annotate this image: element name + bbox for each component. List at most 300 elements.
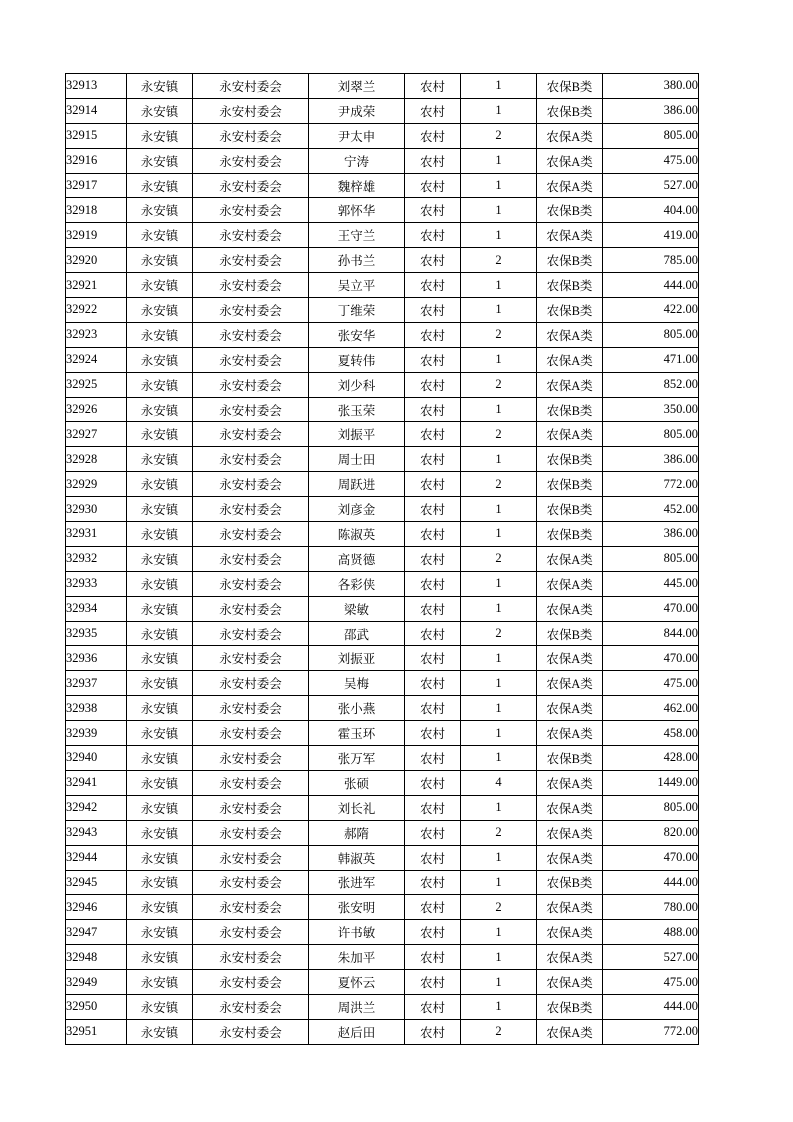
cell-type: 农村 [405,148,461,173]
cell-amount: 452.00 [603,497,699,522]
cell-committee: 永安村委会 [193,920,309,945]
cell-town: 永安镇 [127,298,193,323]
cell-amount: 458.00 [603,721,699,746]
cell-id: 32939 [66,721,127,746]
cell-town: 永安镇 [127,571,193,596]
cell-committee: 永安村委会 [193,845,309,870]
cell-name: 周洪兰 [309,994,405,1019]
table-row [66,1019,699,1044]
cell-town: 永安镇 [127,173,193,198]
cell-name: 许书敏 [309,920,405,945]
table-body [66,74,699,1045]
table-row [66,546,699,571]
cell-type: 农村 [405,248,461,273]
cell-amount: 805.00 [603,795,699,820]
cell-type: 农村 [405,74,461,99]
table-row [66,298,699,323]
cell-count: 2 [461,546,537,571]
cell-name: 周士田 [309,447,405,472]
cell-id: 32945 [66,870,127,895]
cell-count: 1 [461,298,537,323]
cell-count: 1 [461,397,537,422]
cell-town: 永安镇 [127,223,193,248]
cell-name: 霍玉环 [309,721,405,746]
cell-name: 郭怀华 [309,198,405,223]
cell-name: 郝隋 [309,820,405,845]
cell-name: 张小燕 [309,696,405,721]
cell-town: 永安镇 [127,322,193,347]
cell-type: 农村 [405,994,461,1019]
cell-category: 农保B类 [537,522,603,547]
table-row [66,795,699,820]
cell-town: 永安镇 [127,795,193,820]
cell-id: 32942 [66,795,127,820]
cell-type: 农村 [405,795,461,820]
table-row [66,820,699,845]
table-row [66,497,699,522]
cell-name: 张玉荣 [309,397,405,422]
cell-count: 1 [461,273,537,298]
cell-count: 1 [461,596,537,621]
cell-name: 韩淑英 [309,845,405,870]
cell-id: 32914 [66,98,127,123]
cell-name: 吴立平 [309,273,405,298]
cell-committee: 永安村委会 [193,198,309,223]
cell-amount: 844.00 [603,621,699,646]
cell-amount: 470.00 [603,646,699,671]
cell-count: 1 [461,671,537,696]
cell-type: 农村 [405,945,461,970]
table-row [66,845,699,870]
cell-name: 刘长礼 [309,795,405,820]
cell-amount: 386.00 [603,522,699,547]
cell-category: 农保A类 [537,845,603,870]
cell-type: 农村 [405,223,461,248]
cell-category: 农保A类 [537,422,603,447]
table-row [66,671,699,696]
cell-category: 农保B类 [537,198,603,223]
cell-committee: 永安村委会 [193,397,309,422]
cell-type: 农村 [405,845,461,870]
cell-name: 吴梅 [309,671,405,696]
cell-type: 农村 [405,770,461,795]
cell-amount: 445.00 [603,571,699,596]
cell-category: 农保A类 [537,820,603,845]
cell-count: 1 [461,721,537,746]
cell-committee: 永安村委会 [193,870,309,895]
cell-id: 32940 [66,746,127,771]
cell-id: 32934 [66,596,127,621]
cell-category: 农保A类 [537,970,603,995]
cell-committee: 永安村委会 [193,123,309,148]
cell-town: 永安镇 [127,820,193,845]
cell-type: 农村 [405,671,461,696]
cell-type: 农村 [405,123,461,148]
cell-id: 32913 [66,74,127,99]
cell-id: 32930 [66,497,127,522]
cell-count: 4 [461,770,537,795]
cell-type: 农村 [405,422,461,447]
cell-count: 1 [461,347,537,372]
cell-committee: 永安村委会 [193,347,309,372]
cell-town: 永安镇 [127,273,193,298]
cell-committee: 永安村委会 [193,770,309,795]
cell-type: 农村 [405,273,461,298]
cell-committee: 永安村委会 [193,372,309,397]
cell-name: 宁涛 [309,148,405,173]
cell-id: 32916 [66,148,127,173]
cell-count: 1 [461,920,537,945]
cell-count: 2 [461,472,537,497]
cell-amount: 462.00 [603,696,699,721]
cell-count: 1 [461,447,537,472]
cell-id: 32944 [66,845,127,870]
cell-amount: 852.00 [603,372,699,397]
table-row [66,173,699,198]
table-row [66,347,699,372]
table-row [66,646,699,671]
cell-name: 张进军 [309,870,405,895]
cell-category: 农保A类 [537,596,603,621]
cell-id: 32917 [66,173,127,198]
cell-town: 永安镇 [127,148,193,173]
table-row [66,422,699,447]
cell-committee: 永安村委会 [193,298,309,323]
cell-id: 32933 [66,571,127,596]
cell-count: 2 [461,820,537,845]
cell-count: 1 [461,223,537,248]
cell-id: 32920 [66,248,127,273]
table-row [66,571,699,596]
table-row [66,945,699,970]
cell-id: 32927 [66,422,127,447]
table-row [66,596,699,621]
cell-count: 1 [461,571,537,596]
cell-town: 永安镇 [127,522,193,547]
cell-type: 农村 [405,696,461,721]
cell-type: 农村 [405,397,461,422]
cell-name: 朱加平 [309,945,405,970]
cell-town: 永安镇 [127,198,193,223]
cell-amount: 444.00 [603,870,699,895]
cell-category: 农保A类 [537,646,603,671]
cell-name: 邵武 [309,621,405,646]
cell-count: 1 [461,198,537,223]
cell-amount: 386.00 [603,98,699,123]
cell-count: 2 [461,372,537,397]
cell-committee: 永安村委会 [193,596,309,621]
table-row [66,372,699,397]
cell-town: 永安镇 [127,994,193,1019]
cell-category: 农保B类 [537,74,603,99]
cell-type: 农村 [405,447,461,472]
cell-count: 1 [461,845,537,870]
cell-count: 2 [461,422,537,447]
cell-name: 张万军 [309,746,405,771]
cell-category: 农保A类 [537,895,603,920]
cell-committee: 永安村委会 [193,721,309,746]
cell-category: 农保B类 [537,447,603,472]
cell-count: 2 [461,621,537,646]
cell-committee: 永安村委会 [193,472,309,497]
cell-count: 2 [461,1019,537,1044]
cell-category: 农保A类 [537,945,603,970]
cell-type: 农村 [405,895,461,920]
cell-committee: 永安村委会 [193,546,309,571]
cell-id: 32943 [66,820,127,845]
cell-town: 永安镇 [127,397,193,422]
table-row [66,273,699,298]
table-row [66,994,699,1019]
cell-category: 农保A类 [537,347,603,372]
cell-id: 32924 [66,347,127,372]
cell-committee: 永安村委会 [193,422,309,447]
cell-id: 32951 [66,1019,127,1044]
table-row [66,970,699,995]
cell-type: 农村 [405,546,461,571]
cell-id: 32936 [66,646,127,671]
cell-id: 32921 [66,273,127,298]
cell-committee: 永安村委会 [193,994,309,1019]
cell-category: 农保A类 [537,696,603,721]
cell-committee: 永安村委会 [193,945,309,970]
table-row [66,148,699,173]
cell-count: 2 [461,248,537,273]
cell-category: 农保A类 [537,721,603,746]
cell-category: 农保B类 [537,746,603,771]
cell-id: 32919 [66,223,127,248]
cell-name: 尹太申 [309,123,405,148]
cell-category: 农保A类 [537,770,603,795]
cell-category: 农保B类 [537,397,603,422]
cell-town: 永安镇 [127,347,193,372]
cell-town: 永安镇 [127,845,193,870]
cell-type: 农村 [405,173,461,198]
cell-committee: 永安村委会 [193,98,309,123]
cell-committee: 永安村委会 [193,74,309,99]
cell-town: 永安镇 [127,746,193,771]
cell-committee: 永安村委会 [193,148,309,173]
cell-committee: 永安村委会 [193,248,309,273]
cell-amount: 475.00 [603,148,699,173]
cell-count: 1 [461,795,537,820]
cell-id: 32935 [66,621,127,646]
cell-amount: 772.00 [603,472,699,497]
cell-category: 农保B类 [537,994,603,1019]
cell-committee: 永安村委会 [193,621,309,646]
cell-type: 农村 [405,920,461,945]
cell-committee: 永安村委会 [193,970,309,995]
cell-category: 农保A类 [537,920,603,945]
table-row [66,895,699,920]
cell-id: 32923 [66,322,127,347]
cell-id: 32949 [66,970,127,995]
cell-id: 32928 [66,447,127,472]
cell-type: 农村 [405,820,461,845]
cell-count: 1 [461,173,537,198]
cell-id: 32948 [66,945,127,970]
cell-id: 32937 [66,671,127,696]
cell-id: 32926 [66,397,127,422]
cell-town: 永安镇 [127,770,193,795]
table-row [66,472,699,497]
cell-committee: 永安村委会 [193,646,309,671]
cell-amount: 444.00 [603,994,699,1019]
cell-name: 陈淑英 [309,522,405,547]
cell-id: 32932 [66,546,127,571]
cell-amount: 805.00 [603,422,699,447]
benefit-roster-table [65,73,699,1045]
cell-type: 农村 [405,621,461,646]
cell-committee: 永安村委会 [193,522,309,547]
cell-name: 魏梓雄 [309,173,405,198]
cell-town: 永安镇 [127,596,193,621]
cell-type: 农村 [405,98,461,123]
cell-category: 农保A类 [537,671,603,696]
cell-committee: 永安村委会 [193,173,309,198]
cell-amount: 470.00 [603,596,699,621]
cell-committee: 永安村委会 [193,671,309,696]
cell-committee: 永安村委会 [193,696,309,721]
cell-category: 农保B类 [537,248,603,273]
cell-amount: 404.00 [603,198,699,223]
cell-id: 32929 [66,472,127,497]
cell-town: 永安镇 [127,945,193,970]
cell-id: 32925 [66,372,127,397]
cell-type: 农村 [405,198,461,223]
cell-name: 各彩侠 [309,571,405,596]
cell-town: 永安镇 [127,98,193,123]
cell-id: 32938 [66,696,127,721]
cell-id: 32918 [66,198,127,223]
cell-type: 农村 [405,596,461,621]
cell-name: 尹成荣 [309,98,405,123]
cell-committee: 永安村委会 [193,273,309,298]
cell-count: 1 [461,148,537,173]
cell-category: 农保B类 [537,621,603,646]
cell-name: 丁维荣 [309,298,405,323]
cell-amount: 527.00 [603,173,699,198]
table-row [66,746,699,771]
cell-amount: 471.00 [603,347,699,372]
table-row [66,621,699,646]
cell-amount: 488.00 [603,920,699,945]
cell-town: 永安镇 [127,895,193,920]
cell-count: 2 [461,322,537,347]
cell-amount: 422.00 [603,298,699,323]
cell-count: 1 [461,970,537,995]
cell-amount: 350.00 [603,397,699,422]
cell-name: 夏怀云 [309,970,405,995]
cell-town: 永安镇 [127,671,193,696]
cell-committee: 永安村委会 [193,746,309,771]
cell-count: 1 [461,74,537,99]
cell-count: 2 [461,895,537,920]
cell-town: 永安镇 [127,621,193,646]
cell-name: 刘翠兰 [309,74,405,99]
cell-amount: 772.00 [603,1019,699,1044]
cell-category: 农保B类 [537,98,603,123]
cell-name: 刘少科 [309,372,405,397]
cell-town: 永安镇 [127,372,193,397]
cell-category: 农保A类 [537,546,603,571]
cell-town: 永安镇 [127,497,193,522]
cell-category: 农保A类 [537,148,603,173]
cell-id: 32931 [66,522,127,547]
cell-committee: 永安村委会 [193,895,309,920]
cell-name: 赵后田 [309,1019,405,1044]
cell-town: 永安镇 [127,422,193,447]
table-row [66,322,699,347]
table-row [66,721,699,746]
cell-category: 农保A类 [537,322,603,347]
cell-name: 刘振亚 [309,646,405,671]
cell-category: 农保A类 [537,372,603,397]
cell-name: 高贤德 [309,546,405,571]
cell-amount: 470.00 [603,845,699,870]
cell-category: 农保B类 [537,870,603,895]
cell-name: 夏转伟 [309,347,405,372]
cell-count: 1 [461,696,537,721]
cell-category: 农保B类 [537,298,603,323]
cell-type: 农村 [405,970,461,995]
cell-id: 32915 [66,123,127,148]
cell-committee: 永安村委会 [193,571,309,596]
cell-count: 1 [461,497,537,522]
cell-committee: 永安村委会 [193,795,309,820]
cell-committee: 永安村委会 [193,447,309,472]
cell-amount: 785.00 [603,248,699,273]
cell-name: 王守兰 [309,223,405,248]
cell-type: 农村 [405,1019,461,1044]
cell-category: 农保A类 [537,173,603,198]
cell-type: 农村 [405,721,461,746]
cell-count: 1 [461,994,537,1019]
cell-id: 32941 [66,770,127,795]
cell-amount: 475.00 [603,671,699,696]
table-row [66,397,699,422]
cell-name: 周跃进 [309,472,405,497]
cell-town: 永安镇 [127,472,193,497]
cell-name: 孙书兰 [309,248,405,273]
cell-name: 张硕 [309,770,405,795]
cell-amount: 820.00 [603,820,699,845]
cell-town: 永安镇 [127,123,193,148]
cell-name: 刘振平 [309,422,405,447]
cell-committee: 永安村委会 [193,1019,309,1044]
cell-town: 永安镇 [127,721,193,746]
cell-category: 农保A类 [537,1019,603,1044]
cell-amount: 780.00 [603,895,699,920]
cell-name: 刘彦金 [309,497,405,522]
cell-category: 农保A类 [537,571,603,596]
cell-type: 农村 [405,322,461,347]
cell-town: 永安镇 [127,248,193,273]
cell-name: 张安明 [309,895,405,920]
table-row [66,870,699,895]
cell-type: 农村 [405,372,461,397]
cell-id: 32947 [66,920,127,945]
cell-category: 农保A类 [537,123,603,148]
cell-amount: 527.00 [603,945,699,970]
cell-town: 永安镇 [127,1019,193,1044]
cell-count: 1 [461,98,537,123]
cell-amount: 805.00 [603,546,699,571]
table-row [66,248,699,273]
cell-count: 1 [461,870,537,895]
table-row [66,198,699,223]
cell-category: 农保A类 [537,223,603,248]
